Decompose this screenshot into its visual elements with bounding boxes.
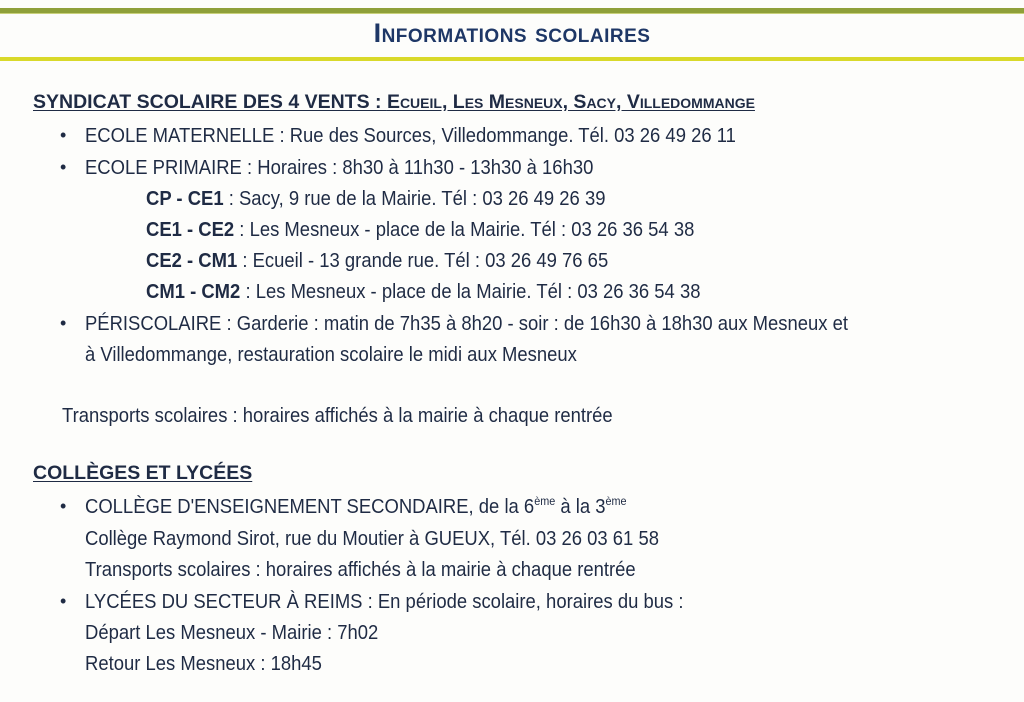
class-info: : Ecueil - 13 grande rue. Tél : 03 26 49 76 65 xyxy=(237,249,609,272)
colleges-heading: COLLÈGES ET LYCÉES xyxy=(33,462,253,484)
class-row xyxy=(146,276,700,307)
bullet-icon: • xyxy=(60,125,67,145)
class-info: : Les Mesneux - place de la Mairie. Tél : 03 26 36 54 38 xyxy=(240,280,701,303)
class-info: : Sacy, 9 rue de la Mairie. Tél : 03 26 49 26 39 xyxy=(223,187,606,210)
periscolaire-line-1: PÉRISCOLAIRE : Garderie : matin de 7h35 à 8h20 - soir : de 16h30 à 18h30 aux Mesneux et xyxy=(85,312,849,335)
ces-transports-line: Transports scolaires : horaires affichés à la mairie à chaque rentrée xyxy=(85,558,636,581)
syndicat-heading-towns: Ecueil, Les Mesneux, Sacy, Villedommange xyxy=(386,91,755,113)
class-level: CM1 - CM2 xyxy=(146,280,241,303)
retour-line: Retour Les Mesneux : 18h45 xyxy=(85,652,322,675)
bullet-icon: • xyxy=(60,157,67,177)
class-info: : Les Mesneux - place de la Mairie. Tél : 03 26 36 54 38 xyxy=(234,218,695,241)
class-level: CE2 - CM1 xyxy=(146,249,238,272)
class-row xyxy=(146,214,694,245)
class-level: CP - CE1 xyxy=(146,187,224,210)
bullet-icon: • xyxy=(60,496,67,516)
lycees-line: LYCÉES DU SECTEUR À REIMS : En période scolaire, horaires du bus : xyxy=(85,590,684,613)
syndicat-heading xyxy=(33,91,755,114)
depart-line: Départ Les Mesneux - Mairie : 7h02 xyxy=(85,621,379,644)
class-row xyxy=(146,245,608,276)
transports-line: Transports scolaires : horaires affichés à la mairie à chaque rentrée xyxy=(62,404,613,427)
ces-sup-1: ème xyxy=(534,494,556,509)
primaire-line: ECOLE PRIMAIRE : Horaires : 8h30 à 11h30 - 13h30 à 16h30 xyxy=(85,156,594,179)
title-yellow-rule xyxy=(0,57,1024,61)
maternelle-line: ECOLE MATERNELLE : Rue des Sources, Villedommange. Tél. 03 26 49 26 11 xyxy=(85,124,736,147)
ces-mid: à la 3 xyxy=(555,495,606,518)
bullet-icon: • xyxy=(60,313,67,333)
page-title: Informations scolaires xyxy=(373,18,651,48)
ces-line xyxy=(85,491,626,522)
top-thin-rule xyxy=(0,13,1024,14)
bullet-icon: • xyxy=(60,591,67,611)
ces-prefix: COLLÈGE D'ENSEIGNEMENT SECONDAIRE, de la 6 xyxy=(85,495,535,518)
class-row xyxy=(146,183,605,214)
syndicat-heading-main: SYNDICAT SCOLAIRE DES 4 VENTS : xyxy=(33,91,387,113)
periscolaire-line-2: à Villedommange, restauration scolaire le midi aux Mesneux xyxy=(85,343,577,366)
class-level: CE1 - CE2 xyxy=(146,218,235,241)
ces-school-line: Collège Raymond Sirot, rue du Moutier à GUEUX, Tél. 03 26 03 61 58 xyxy=(85,527,659,550)
ces-sup-2: ème xyxy=(605,494,627,509)
